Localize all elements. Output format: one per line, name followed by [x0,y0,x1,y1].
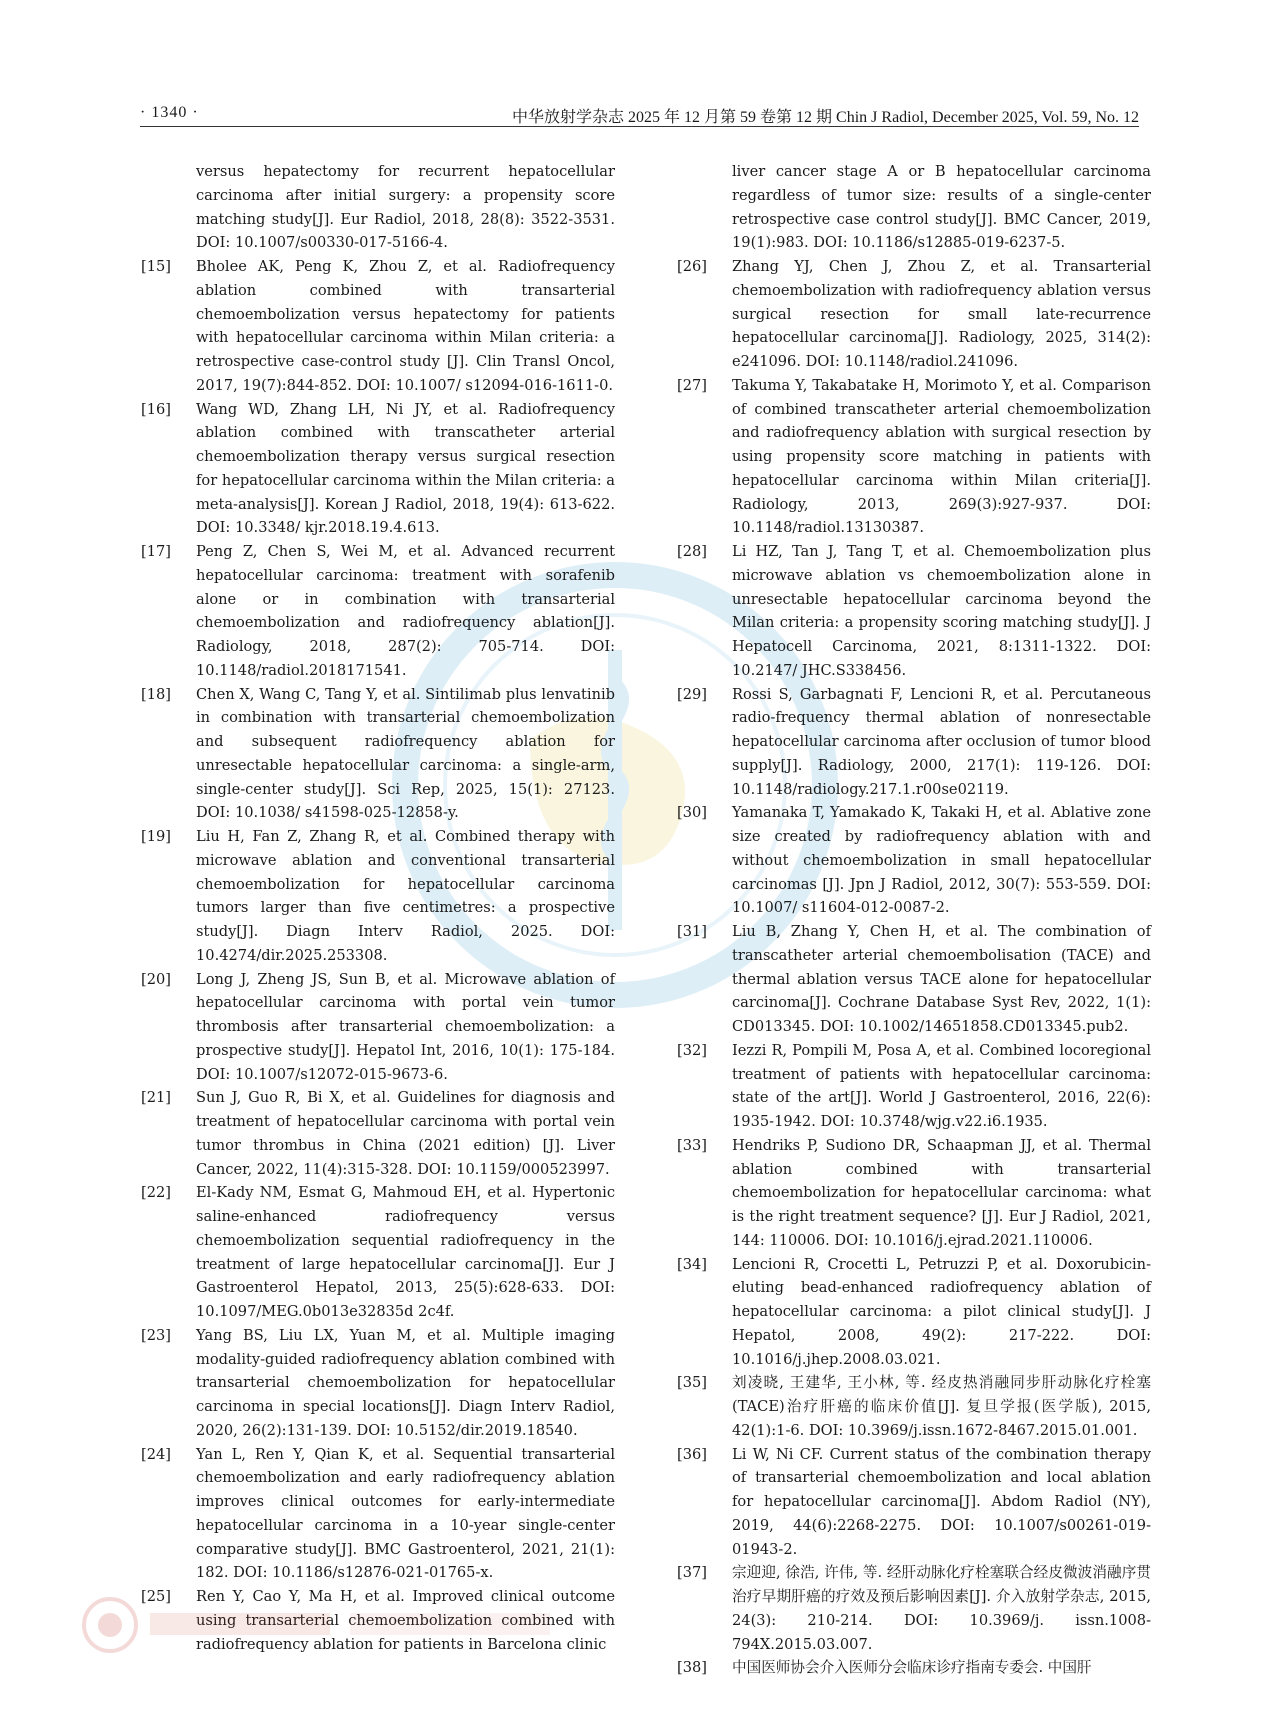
reference-text: Long J, Zheng JS, Sun B, et al. Microwave ablation of hepatocellular carcinoma with portal vein tumor thrombosis after transarterial chemoembolization: a prospective study[J]. Hepatol Int, 2016, 10(1): 175-184. DOI: 10.1007/s12072-015-9673-6. [196,970,615,1083]
reference-text: Hendriks P, Sudiono DR, Schaapman JJ, et al. Thermal ablation combined with transarterial chemoembolization for hepatocellular carcinoma: what is the right treatment sequence? [J]. Eur J Radiol, 2021, 144: 110006. DOI: 10.1016/j.ejrad.2021.110006. [732,1136,1151,1249]
reference-entry [141,255,615,398]
reference-number: [20] [141,970,171,988]
running-header [140,100,1139,127]
reference-entry [677,1561,1151,1656]
reference-entry [677,1134,1151,1253]
reference-number: [30] [677,804,707,822]
reference-text: 中国医师协会介入医师分会临床诊疗指南专委会. 中国肝 [732,1659,1092,1677]
reference-text: Ren Y, Cao Y, Ma H, et al. Improved clinical outcome using transarterial chemoembolization combined with radiofrequency ablation for patients in Barcelona clinic [196,1588,615,1653]
reference-number: [32] [677,1041,707,1059]
reference-number: [19] [141,828,171,845]
reference-entry [677,255,1151,374]
reference-number: [16] [141,400,171,418]
reference-text: Liu B, Zhang Y, Chen H, et al. The combination of transcatheter arterial chemoembolisation (TACE) and thermal ablation versus TACE alone for hepatocellular carcinoma[J]. Cochrane Database Syst Rev, 2022, 1(1): CD013345. DOI: 10.1002/14651858.CD013345.pub2. [732,923,1151,1035]
reference-number: [15] [141,258,171,275]
reference-entry [677,374,1151,540]
reference-text: Yang BS, Liu LX, Yuan M, et al. Multiple imaging modality-guided radiofrequency ablation combined with transarterial chemoembolization for hepatocellular carcinoma in special locations[J]. Diagn Interv Radiol, 2020, 26(2):131-139. DOI: 10.5152/dir.2019.18540. [196,1326,615,1439]
page-number: · 1340 · [140,104,199,121]
reference-entry [141,825,615,968]
reference-text: 宗迎迎, 徐浩, 许伟, 等. 经肝动脉化疗栓塞联合经皮微波消融序贯治疗早期肝癌的疗效及预后影响因素[J]. 介入放射学杂志, 2015, 24(3): 210-214. DOI: 10.3969/j. issn.1008-794X.2015.03.007. [732,1564,1151,1653]
reference-text: El-Kady NM, Esmat G, Mahmoud EH, et al. Hypertonic saline-enhanced radiofrequency versus chemoembolization sequential radiofrequency in the treatment of large hepatocellular carcinoma[J]. Eur J Gastroenterol Hepatol, 2013, 25(5):628-633. DOI: 10.1097/MEG.0b013e32835d 2c4f. [196,1184,615,1320]
reference-number: [24] [141,1445,171,1463]
reference-number: [35] [677,1374,707,1392]
reference-number: [33] [677,1136,707,1154]
reference-text: liver cancer stage A or B hepatocellular carcinoma regardless of tumor size: results of a single-center retrospective case control study[J]. BMC Cancer, 2019, 19(1):983. DOI: 10.1186/s12885-019-6237-5. [732,163,1151,252]
journal-citation-line: 中华放射学杂志 2025 年 12 月第 59 卷第 12 期 Chin J Radiol, December 2025, Vol. 59, No. 12 [512,109,1139,126]
reference-entry [141,398,615,541]
reference-text: Li HZ, Tan J, Tang T, et al. Chemoembolization plus microwave ablation vs chemoembolization alone in unresectable hepatocellular carcinoma beyond the Milan criteria: a propensity scoring matching study[J]. J Hepatocell Carcinoma, 2021, 8:1311-1322. DOI: 10.2147/ JHC.S338456. [732,543,1151,679]
reference-number: [18] [141,685,171,703]
reference-number: [37] [677,1564,707,1582]
reference-entry [677,1443,1151,1562]
reference-number: [21] [141,1089,171,1107]
reference-text: Peng Z, Chen S, Wei M, et al. Advanced recurrent hepatocellular carcinoma: treatment with sorafenib alone or in combination with transarterial chemoembolization and radiofrequency ablation[J]. Radiology, 2018, 287(2): 705-714. DOI: 10.1148/radiol.2018171541. [196,543,615,679]
reference-number: [26] [677,258,707,275]
reference-entry [141,1443,615,1586]
reference-text: versus hepatectomy for recurrent hepatocellular carcinoma after initial surgery: a propensity score matching study[J]. Eur Radiol, 2018, 28(8): 3522-3531. DOI: 10.1007/s00330-017-5166-4. [196,163,615,252]
reference-entry [677,1656,1151,1680]
reference-number: [23] [141,1326,171,1344]
reference-entry [141,683,615,826]
reference-number: [17] [141,543,171,560]
reference-text: Yamanaka T, Yamakado K, Takaki H, et al. Ablative zone size created by radiofrequency ablation with and without chemoembolization in small hepatocellular carcinomas [J]. Jpn J Radiol, 2012, 30(7): 553-559. DOI: 10.1007/ s11604-012-0087-2. [732,804,1151,917]
reference-entry [141,540,615,683]
reference-text: Li W, Ni CF. Current status of the combination therapy of transarterial chemoembolization and local ablation for hepatocellular carcinoma[J]. Abdom Radiol (NY), 2019, 44(6):2268-2275. DOI: 10.1007/s00261-019-01943-2. [732,1445,1151,1558]
reference-number: [22] [141,1184,171,1202]
reference-number: [25] [141,1588,171,1605]
reference-entry [141,1086,615,1181]
reference-entry [677,801,1151,920]
reference-entry [677,540,1151,683]
reference-entry [141,1324,615,1443]
reference-entry [677,160,1151,255]
reference-text: Wang WD, Zhang LH, Ni JY, et al. Radiofrequency ablation combined with transcatheter arterial chemoembolization therapy versus surgical resection for hepatocellular carcinoma within the Milan criteria: a meta-analysis[J]. Korean J Radiol, 2018, 19(4): 613-622. DOI: 10.3348/ kjr.2018.19.4.613. [196,400,615,537]
reference-entry [141,1181,615,1324]
reference-number: [27] [677,376,707,394]
reference-text: Zhang YJ, Chen J, Zhou Z, et al. Transarterial chemoembolization with radiofrequency ablation versus surgical resection for small late-recurrence hepatocellular carcinoma[J]. Radiology, 2025, 314(2): e241096. DOI: 10.1148/radiol.241096. [732,258,1151,370]
reference-number: [36] [677,1445,707,1463]
reference-text: Yan L, Ren Y, Qian K, et al. Sequential transarterial chemoembolization and early radiofrequency ablation improves clinical outcomes for early-intermediate hepatocellular carcinoma in a 10-year single-center comparative study[J]. BMC Gastroenterol, 2021, 21(1): 182. DOI: 10.1186/s12876-021-01765-x. [196,1445,615,1582]
reference-number: [29] [677,685,707,703]
reference-entry [677,920,1151,1039]
reference-text: 刘凌晓, 王建华, 王小林, 等. 经皮热消融同步肝动脉化疗栓塞(TACE)治疗肝癌的临床价值[J]. 复旦学报(医学版), 2015, 42(1):1-6. DOI: 10.3969/j.issn.1672-8467.2015.01.001. [732,1374,1151,1439]
reference-entry [141,968,615,1087]
reference-entry [677,1253,1151,1372]
reference-text: Rossi S, Garbagnati F, Lencioni R, et al. Percutaneous radio-frequency thermal ablation of nonresectable hepatocellular carcinoma after occlusion of tumor blood supply[J]. Radiology, 2000, 217(1): 119-126. DOI: 10.1148/radiology.217.1.r00se02119. [732,685,1151,798]
reference-entry [677,683,1151,802]
reference-entry [141,160,615,255]
reference-entry [677,1039,1151,1134]
reference-number: [38] [677,1659,707,1677]
reference-entry [141,1585,615,1656]
reference-number: [34] [677,1255,707,1273]
left-reference-column [141,160,615,1656]
reference-text: Chen X, Wang C, Tang Y, et al. Sintilimab plus lenvatinib in combination with transarterial chemoembolization and subsequent radiofrequency ablation for unresectable hepatocellular carcinoma: a single-arm, single-center study[J]. Sci Rep, 2025, 15(1): 27123. DOI: 10.1038/ s41598-025-12858-y. [196,685,615,822]
reference-text: Bholee AK, Peng K, Zhou Z, et al. Radiofrequency ablation combined with transarterial chemoembolization versus hepatectomy for patients with hepatocellular carcinoma within Milan criteria: a retrospective case-control study [J]. Clin Transl Oncol, 2017, 19(7):844-852. DOI: 10.1007/ s12094-016-1611-0. [196,258,615,394]
right-reference-column [677,160,1151,1680]
reference-text: Takuma Y, Takabatake H, Morimoto Y, et al. Comparison of combined transcatheter arterial chemoembolization and radiofrequency ablation with surgical resection by using propensity score matching in patients with hepatocellular carcinoma within Milan criteria[J]. Radiology, 2013, 269(3):927-937. DOI: 10.1148/radiol.13130387. [732,376,1151,537]
reference-text: Sun J, Guo R, Bi X, et al. Guidelines for diagnosis and treatment of hepatocellular carcinoma with portal vein tumor thrombus in China (2021 edition) [J]. Liver Cancer, 2022, 11(4):315-328. DOI: 10.1159/000523997. [196,1089,615,1178]
reference-text: Liu H, Fan Z, Zhang R, et al. Combined therapy with microwave ablation and conventional transarterial chemoembolization for hepatocellular carcinoma tumors larger than five centimetres: a prospective study[J]. Diagn Interv Radiol, 2025. DOI: 10.4274/dir.2025.253308. [196,828,615,964]
reference-entry [677,1371,1151,1442]
reference-text: Lencioni R, Crocetti L, Petruzzi P, et al. Doxorubicin-eluting bead-enhanced radiofrequency ablation of hepatocellular carcinoma: a pilot clinical study[J]. J Hepatol, 2008, 49(2): 217-222. DOI: 10.1016/j.jhep.2008.03.021. [732,1255,1151,1368]
reference-number: [31] [677,923,707,940]
reference-text: Iezzi R, Pompili M, Posa A, et al. Combined locoregional treatment of patients with hepatocellular carcinoma: state of the art[J]. World J Gastroenterol, 2016, 22(6): 1935-1942. DOI: 10.3748/wjg.v22.i6.1935. [732,1041,1151,1130]
reference-number: [28] [677,543,707,560]
